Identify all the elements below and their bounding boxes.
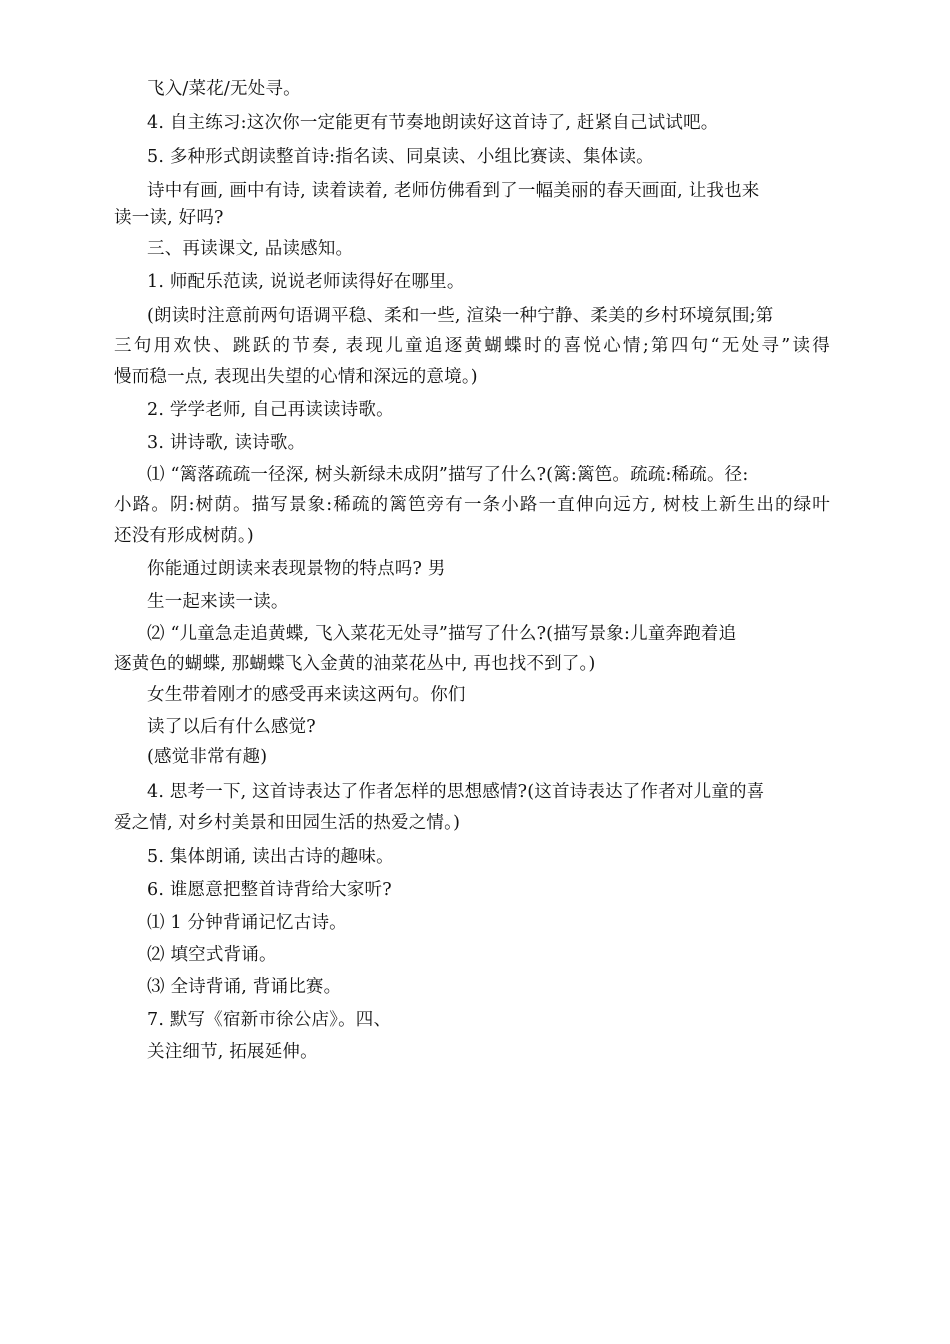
text-line: (朗读时注意前两句语调平稳、柔和一些, 渲染一种宁静、柔美的乡村环境氛围;第 bbox=[147, 306, 774, 326]
text-line: 你能通过朗读来表现景物的特点吗? 男 bbox=[147, 559, 446, 579]
text-line: 4. 思考一下, 这首诗表达了作者怎样的思想感情?(这首诗表达了作者对儿童的喜 bbox=[147, 782, 765, 802]
text-line: 慢而稳一点, 表现出失望的心情和深远的意境。) bbox=[114, 367, 478, 387]
text-line: 读了以后有什么感觉? bbox=[147, 717, 316, 737]
text-line: 逐黄色的蝴蝶, 那蝴蝶飞入金黄的油菜花丛中, 再也找不到了。) bbox=[114, 654, 596, 674]
text-line: 飞入/菜花/无处寻。 bbox=[147, 79, 301, 99]
text-line: 诗中有画, 画中有诗, 读着读着, 老师仿佛看到了一幅美丽的春天画面, 让我也来 bbox=[147, 181, 760, 201]
text-line: 生一起来读一读。 bbox=[147, 592, 289, 612]
text-line: 7. 默写《宿新市徐公店》。四、 bbox=[147, 1010, 392, 1030]
text-line: 5. 集体朗诵, 读出古诗的趣味。 bbox=[147, 847, 394, 867]
section-heading: 三、再读课文, 品读感知。 bbox=[147, 239, 354, 259]
text-line: (感觉非常有趣) bbox=[147, 747, 268, 767]
text-line: 女生带着刚才的感受再来读这两句。你们 bbox=[147, 685, 466, 705]
text-line: 还没有形成树荫。) bbox=[114, 526, 254, 546]
text-line: 小路。阴:树荫。描写景象:稀疏的篱笆旁有一条小路一直伸向远方, 树枝上新生出的绿叶 bbox=[114, 495, 830, 515]
text-line: 3. 讲诗歌, 读诗歌。 bbox=[147, 433, 306, 453]
text-line: ⑵ “儿童急走追黄蝶, 飞入菜花无处寻”描写了什么?(描写景象:儿童奔跑着追 bbox=[147, 624, 737, 644]
text-line: 5. 多种形式朗读整首诗:指名读、同桌读、小组比赛读、集体读。 bbox=[147, 147, 654, 167]
text-line: 2. 学学老师, 自己再读读诗歌。 bbox=[147, 400, 394, 420]
text-line: ⑵ 填空式背诵。 bbox=[147, 945, 277, 965]
text-line: 6. 谁愿意把整首诗背给大家听? bbox=[147, 880, 392, 900]
text-line: ⑶ 全诗背诵, 背诵比赛。 bbox=[147, 977, 342, 997]
text-line: ⑴ “篱落疏疏一径深, 树头新绿未成阴”描写了什么?(篱:篱笆。疏疏:稀疏。径: bbox=[147, 465, 749, 485]
text-line: 关注细节, 拓展延伸。 bbox=[147, 1042, 318, 1062]
text-line: 4. 自主练习:这次你一定能更有节奏地朗读好这首诗了, 赶紧自己试试吧。 bbox=[147, 113, 719, 133]
text-line: 1. 师配乐范读, 说说老师读得好在哪里。 bbox=[147, 272, 465, 292]
text-line: ⑴ 1 分钟背诵记忆古诗。 bbox=[147, 913, 347, 933]
text-line: 三句用欢快、跳跃的节奏, 表现儿童追逐黄蝴蝶时的喜悦心情;第四句“无处寻”读得 bbox=[114, 336, 830, 356]
text-line: 爱之情, 对乡村美景和田园生活的热爱之情。) bbox=[114, 813, 461, 833]
text-line: 读一读, 好吗? bbox=[114, 208, 224, 228]
